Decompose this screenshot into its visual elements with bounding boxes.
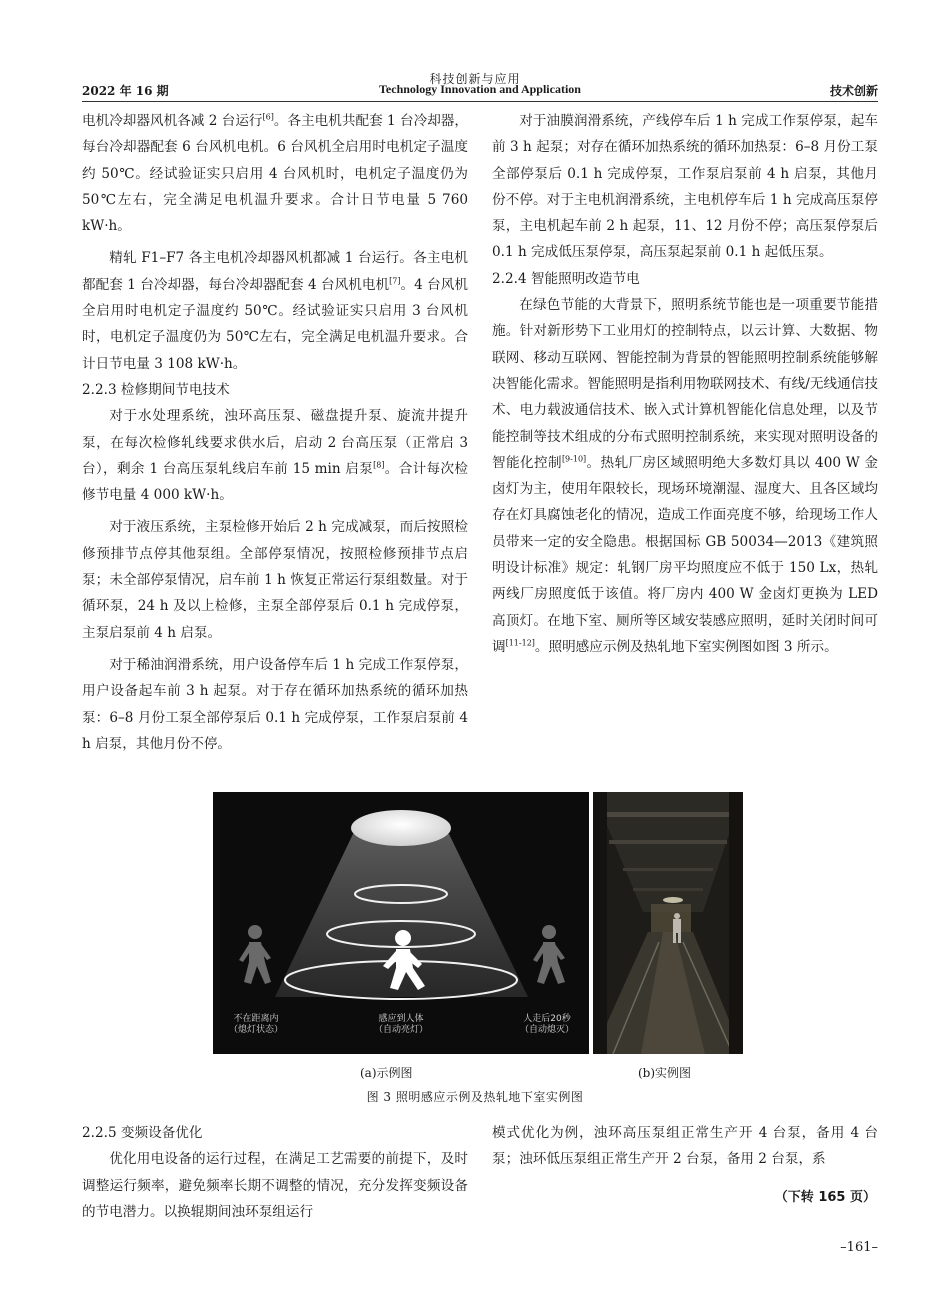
citation[interactable]: [7] <box>389 276 401 286</box>
citation[interactable]: [6] <box>262 112 274 122</box>
running-header <box>82 82 878 102</box>
right-column <box>492 108 878 660</box>
paragraph: 在绿色节能的大背景下，照明系统节能也是一项重要节能措施。针对新形势下工业用灯的控制特点，以云计算、大数据、物联网、移动互联网、智能控制为背景的智能照明控制系统能够解决智能化需求。智能照明是指利用物联网技术、有线/无线通信技术、电力载波通信技术、嵌入式计算机智能化信息处理，以及节能控制等技术组成的分布式照明控制系统，来实现对照明设备的智能化控制[9-10]。热轧厂房区域照明绝大多数灯具以 400 W 金卤灯为主，使用年限较长，现场环境潮湿、湿度大、且各区域均存在灯具腐蚀老化的情况，造成工作面亮度不够，给现场工作人员带来一定的安全隐患。根据国标 GB 50034—2013《建筑照明设计标准》规定：轧钢厂房平均照度应不低于 150 Lx，热轧两线厂房照度低于该值。将厂房内 400 W 金卤灯更换为 LED 高顶灯。在地下室、厕所等区域安装感应照明，延时关闭时间可调[11-12]。照明感应示例及热轧地下室实例图如图 3 所示。 <box>492 297 878 655</box>
citation[interactable]: [8] <box>373 460 385 470</box>
section-heading-2-2-3: 2.2.3 检修期间节电技术 <box>82 381 230 398</box>
figure-caption: 图 3 照明感应示例及热轧地下室实例图 <box>366 1090 584 1104</box>
person-icon-dim-right <box>533 925 565 984</box>
paragraph: 模式优化为例，浊环高压泵组正常生产开 4 台泵，备用 4 台泵；浊环低压泵组正常生产开 2 台泵，备用 2 台泵，系 <box>492 1125 878 1168</box>
ceiling-lamp-icon <box>351 810 451 846</box>
paragraph: 对于液压系统，主泵检修开始后 2 h 完成减泵，而后按照检修预排节点停其他泵组。全部停泵情况，按照检修预排节点启泵；未全部停泵情况，启车前 1 h 恢复正常运行泵组数量。对于循环泵，24 h 及以上检修，主泵全部停泵后 0.1 h 完成停泵，主泵启泵前 4 h 启泵。 <box>82 519 468 641</box>
figure-3 <box>213 792 743 1054</box>
section-heading-2-2-4: 2.2.4 智能照明改造节电 <box>492 270 640 287</box>
page-number: –161– <box>840 1240 878 1255</box>
header-rule <box>82 101 878 102</box>
paragraph: 对于油膜润滑系统，产线停车后 1 h 完成工作泵停泵，起车前 3 h 起泵；对存在循环加热系统的循环加热泵：6–8 月份工泵全部停泵后 0.1 h 完成停泵，工作泵启泵前 4 h 启泵，其他月份不停。对于主电机润滑系统，主电机停车后 1 h 完成高压泵停泵，主电机起车前 2 h 起泵，11、12 月份不停；高压泵停泵后 0.1 h 完成低压泵停泵，高压泵起泵前 0.1 h 起低压泵。 <box>492 113 878 261</box>
journal-title-cn: 科技创新与应用 <box>429 72 521 86</box>
right-column-bottom <box>492 1120 878 1173</box>
state-label-auto-off: 人走后20秒 （自动熄灭） <box>519 1014 574 1035</box>
paragraph: 精轧 F1–F7 各主电机冷却器风机都减 1 台运行。各主电机都配套 1 台冷却器，每台冷却器配套 4 台风机电机[7]。4 台风机全启用时电机定子温度约 50℃。经试验证实只启用 3 台风机时，电机定子温度仍为 50℃左右，完全满足电机温升要求。合计日节电量 3 108 kW·h。 <box>82 250 468 372</box>
figure-3a-illustration <box>213 792 589 1054</box>
section-heading-2-2-5: 2.2.5 变频设备优化 <box>82 1125 203 1141</box>
paragraph: 对于稀油润滑系统，用户设备停车后 1 h 完成工作泵停泵，用户设备起车前 3 h 起泵。对于存在循环加热系统的循环加热泵：6–8 月份工泵全部停泵后 0.1 h 完成停泵，工作泵启泵前 4 h 启泵，其他月份不停。 <box>82 656 468 752</box>
figure-3b-photo <box>593 792 743 1054</box>
left-column <box>82 108 468 757</box>
subcaption-b: (b)实例图 <box>638 1066 692 1080</box>
subcaption-a: (a)示例图 <box>360 1066 413 1080</box>
continued-note[interactable]: （下转 165 页） <box>774 1190 876 1205</box>
paragraph: 对于水处理系统，浊环高压泵、磁盘提升泵、旋流井提升泵，在每次检修轧线要求供水后，启动 2 台高压泵（正常启 3 台），剩余 1 台高压泵轧线启车前 15 min 启泵[8]。合计每次检修节电量 4 000 kW·h。 <box>82 408 468 504</box>
citation[interactable]: [11-12] <box>505 638 535 648</box>
journal-title-en: Technology Innovation and Application <box>379 82 581 96</box>
section-label: 技术创新 <box>829 84 878 98</box>
state-label-on: 感应到人体 （自动亮灯） <box>373 1014 428 1035</box>
citation[interactable]: [9-10] <box>561 454 587 464</box>
basement-photo <box>593 792 743 1054</box>
person-icon-dim-left <box>239 925 271 984</box>
state-label-off: 不在距离内 （熄灯状态） <box>228 1014 283 1035</box>
left-column-bottom <box>82 1120 468 1225</box>
issue-label: 2022 年 16 期 <box>82 84 169 98</box>
paragraph: 电机冷却器风机各减 2 台运行[6]。各主电机共配套 1 台冷却器，每台冷却器配套 6 台风机电机。6 台风机全启用时电机定子温度约 50℃。经试验证实只启用 4 台风机时，电机定子温度仍为 50℃左右，完全满足电机温升要求。合计日节电量 5 760 kW·h。 <box>82 112 468 235</box>
paragraph: 优化用电设备的运行过程，在满足工艺需要的前提下，及时调整运行频率，避免频率长期不调整的情况，充分发挥变频设备的节电潜力。以换辊期间浊环泵组运行 <box>82 1151 468 1220</box>
